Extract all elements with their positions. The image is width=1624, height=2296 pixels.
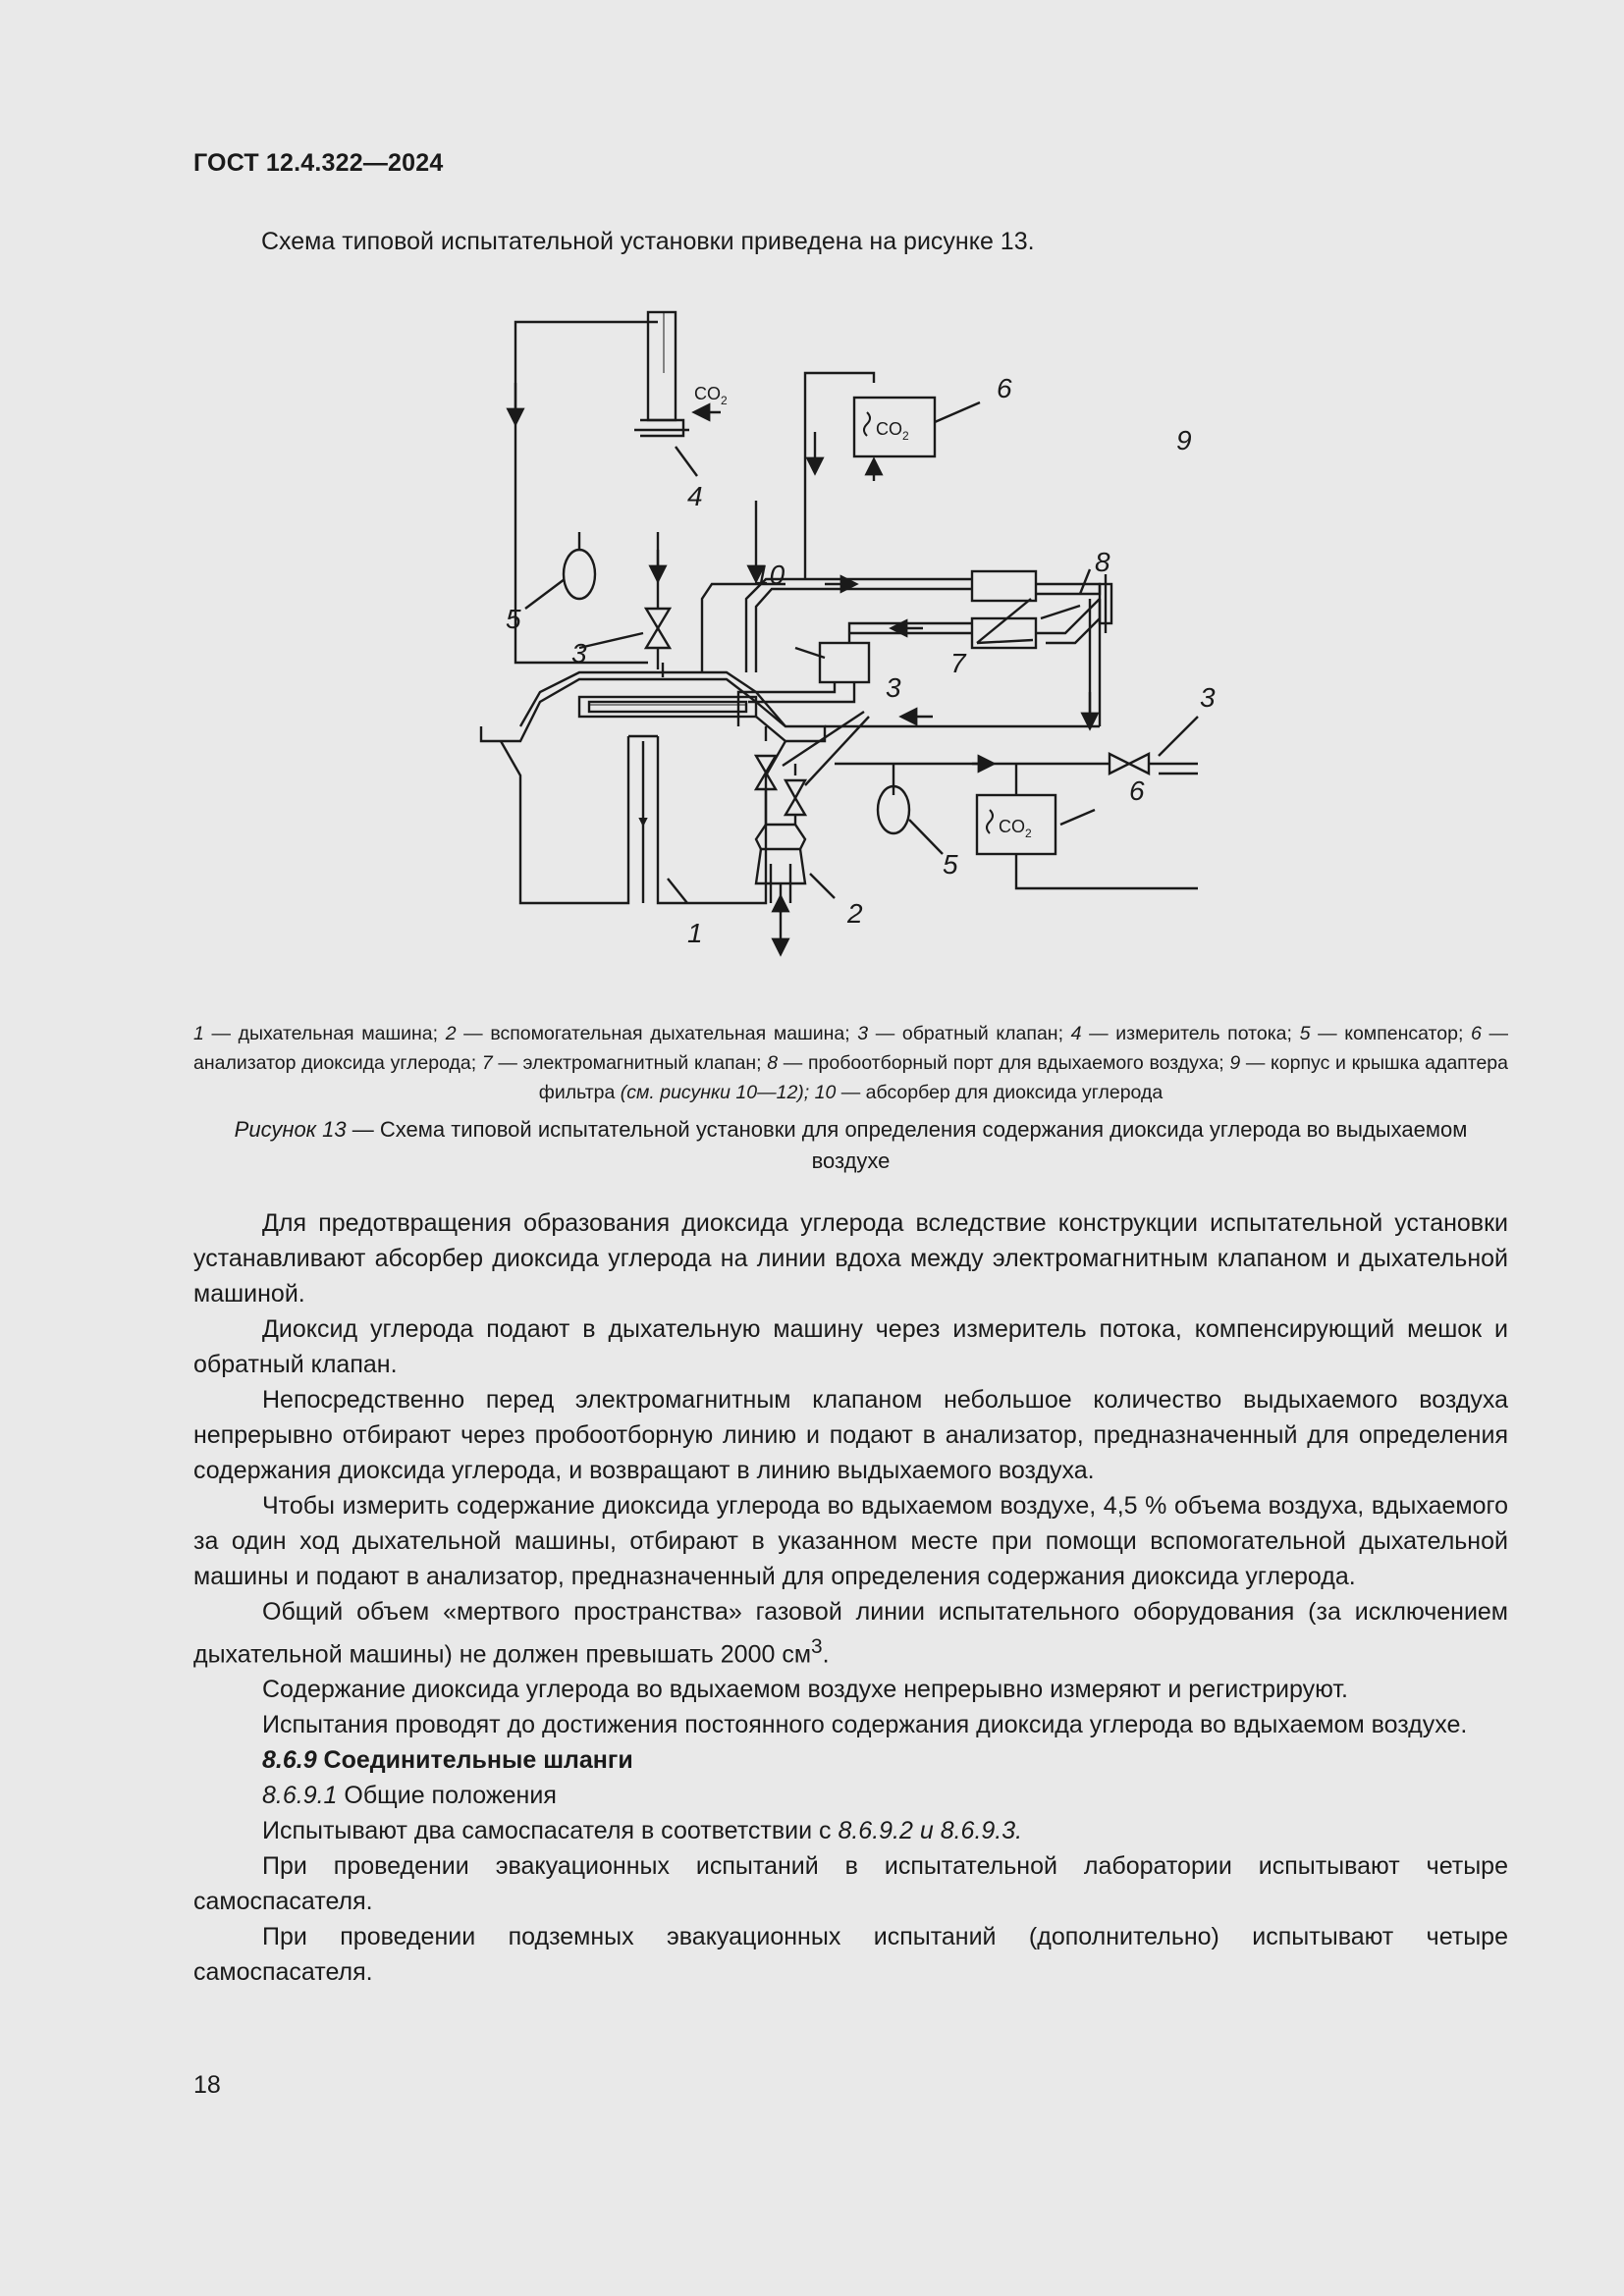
section-heading bbox=[193, 1742, 1508, 1778]
legend-num: 9 bbox=[1229, 1052, 1241, 1074]
legend-text: — обратный клапан; bbox=[868, 1023, 1071, 1044]
paragraph: Диоксид углерода подают в дыхательную машину через измеритель потока, компенсирующий мешок и обратный клапан. bbox=[193, 1315, 1508, 1378]
callout-9: 9 bbox=[1176, 425, 1192, 455]
callout-3-right: 3 bbox=[1200, 682, 1216, 713]
legend-num: 4 bbox=[1070, 1023, 1082, 1044]
callout-3-middle: 3 bbox=[886, 672, 901, 703]
legend-num: (см. рисунки 10—12); 10 bbox=[620, 1082, 837, 1103]
legend-text: — пробоотборный порт для вдыхаемого воздуха; bbox=[778, 1052, 1230, 1074]
section-number: 8.6.9 bbox=[262, 1746, 317, 1775]
paragraph: Для предотвращения образования диоксида углерода вследствие конструкции испытательной установки устанавливают абсорбер диоксида углерода на линии вдоха между электромагнитным клапаном и дыхательной машиной. bbox=[193, 1209, 1508, 1308]
co2-label-top: $CO_2$ bbox=[694, 384, 728, 407]
legend-text: — измеритель потока; bbox=[1081, 1023, 1300, 1044]
legend-num: 7 bbox=[481, 1052, 493, 1074]
test-setup-diagram bbox=[461, 304, 1218, 972]
paragraph bbox=[193, 1594, 1508, 1672]
callout-10: 10 bbox=[754, 560, 785, 590]
paragraph-end: . bbox=[822, 1640, 830, 1669]
legend-text: — дыхательная машина; bbox=[203, 1023, 446, 1044]
document-header: ГОСТ 12.4.322—2024 bbox=[193, 149, 444, 177]
figure-caption bbox=[193, 1114, 1508, 1177]
paragraph: Непосредственно перед электромагнитным клапаном небольшое количество выдыхаемого воздуха непрерывно отбирают через пробоотборную линию и подают в анализатор, предназначенный для определения содержания диоксида углерода, и возвращают в линию выдыхаемого воздуха. bbox=[193, 1386, 1508, 1484]
legend-text: — абсорбер для диоксида углерода bbox=[836, 1082, 1164, 1103]
intro-paragraph: Схема типовой испытательной установки приведена на рисунке 13. bbox=[261, 228, 1035, 255]
caption-prefix: Рисунок 13 bbox=[234, 1117, 347, 1142]
section-title: Соединительные шланги bbox=[316, 1746, 633, 1775]
legend-num: 2 bbox=[445, 1023, 457, 1044]
paragraph: Испытания проводят до достижения постоянного содержания диоксида углерода во вдыхаемом воздухе. bbox=[262, 1711, 1468, 1739]
legend-num: 8 bbox=[767, 1052, 779, 1074]
legend-text: — корпус и крышка адаптера фильтра bbox=[538, 1052, 1508, 1103]
legend-text: — анализатор диоксида углерода; bbox=[193, 1023, 1509, 1074]
caption-text: — Схема типовой испытательной установки для определения содержания диоксида углерода во выдыхаемом воздухе bbox=[346, 1117, 1468, 1173]
callout-6-bottom: 6 bbox=[1129, 775, 1145, 806]
paragraph-text: Испытывают два самоспасателя в соответствии с bbox=[262, 1817, 839, 1845]
paragraph: Содержание диоксида углерода во вдыхаемом воздухе непрерывно измеряют и регистрируют. bbox=[262, 1676, 1348, 1704]
callout-2: 2 bbox=[847, 898, 863, 929]
clause-reference: 8.6.9.2 и 8.6.9.3. bbox=[838, 1817, 1023, 1845]
page-number: 18 bbox=[193, 2071, 221, 2099]
paragraph: Чтобы измерить содержание диоксида углерода во вдыхаемом воздухе, 4,5 % объема воздуха, вдыхаемого за один ход дыхательной машины, отбирают в указанном месте при помощи вспомогательной дыхательной машины и подают в анализатор, предназначенный для определения содержания диоксида углерода. bbox=[193, 1492, 1508, 1590]
callout-6-top: 6 bbox=[997, 373, 1012, 403]
co2-label-analyzer-top: $CO_2$ bbox=[876, 419, 909, 443]
body-text bbox=[193, 1205, 1508, 1990]
callout-5-top: 5 bbox=[506, 604, 521, 634]
legend-num: 5 bbox=[1299, 1023, 1311, 1044]
paragraph-text: Общий объем «мертвого пространства» газовой линии испытательного оборудования (за исключением дыхательной машины) не должен превышать 2000 см bbox=[193, 1598, 1508, 1669]
legend-num: 3 bbox=[857, 1023, 869, 1044]
legend-text: — электромагнитный клапан; bbox=[492, 1052, 768, 1074]
callout-1: 1 bbox=[687, 918, 703, 948]
legend-text: — компенсатор; bbox=[1310, 1023, 1472, 1044]
callout-5-bottom: 5 bbox=[943, 849, 958, 880]
superscript: 3 bbox=[811, 1635, 823, 1658]
co2-label-analyzer-bottom: $CO_2$ bbox=[999, 817, 1032, 840]
legend-text: — вспомогательная дыхательная машина; bbox=[456, 1023, 858, 1044]
legend-num: 1 bbox=[193, 1023, 204, 1044]
subsection-title: Общие положения bbox=[337, 1782, 557, 1810]
co2-labels bbox=[694, 384, 1032, 840]
callout-7: 7 bbox=[950, 648, 966, 678]
paragraph: При проведении подземных эвакуационных испытаний (дополнительно) испытывают четыре самоспасателя. bbox=[193, 1923, 1508, 1987]
paragraph: При проведении эвакуационных испытаний в испытательной лаборатории испытывают четыре самоспасателя. bbox=[193, 1852, 1508, 1916]
paragraph bbox=[193, 1813, 1508, 1848]
figure-legend bbox=[193, 1019, 1508, 1107]
diagram-svg bbox=[461, 304, 1218, 972]
legend-num: 6 bbox=[1471, 1023, 1482, 1044]
callout-8: 8 bbox=[1095, 547, 1110, 577]
subsection-number: 8.6.9.1 bbox=[262, 1782, 338, 1810]
callout-3-top: 3 bbox=[571, 638, 587, 668]
callout-4: 4 bbox=[687, 481, 703, 511]
callout-numbers bbox=[506, 373, 1216, 948]
diagram-lines bbox=[481, 312, 1198, 952]
subsection-heading bbox=[193, 1778, 1508, 1813]
